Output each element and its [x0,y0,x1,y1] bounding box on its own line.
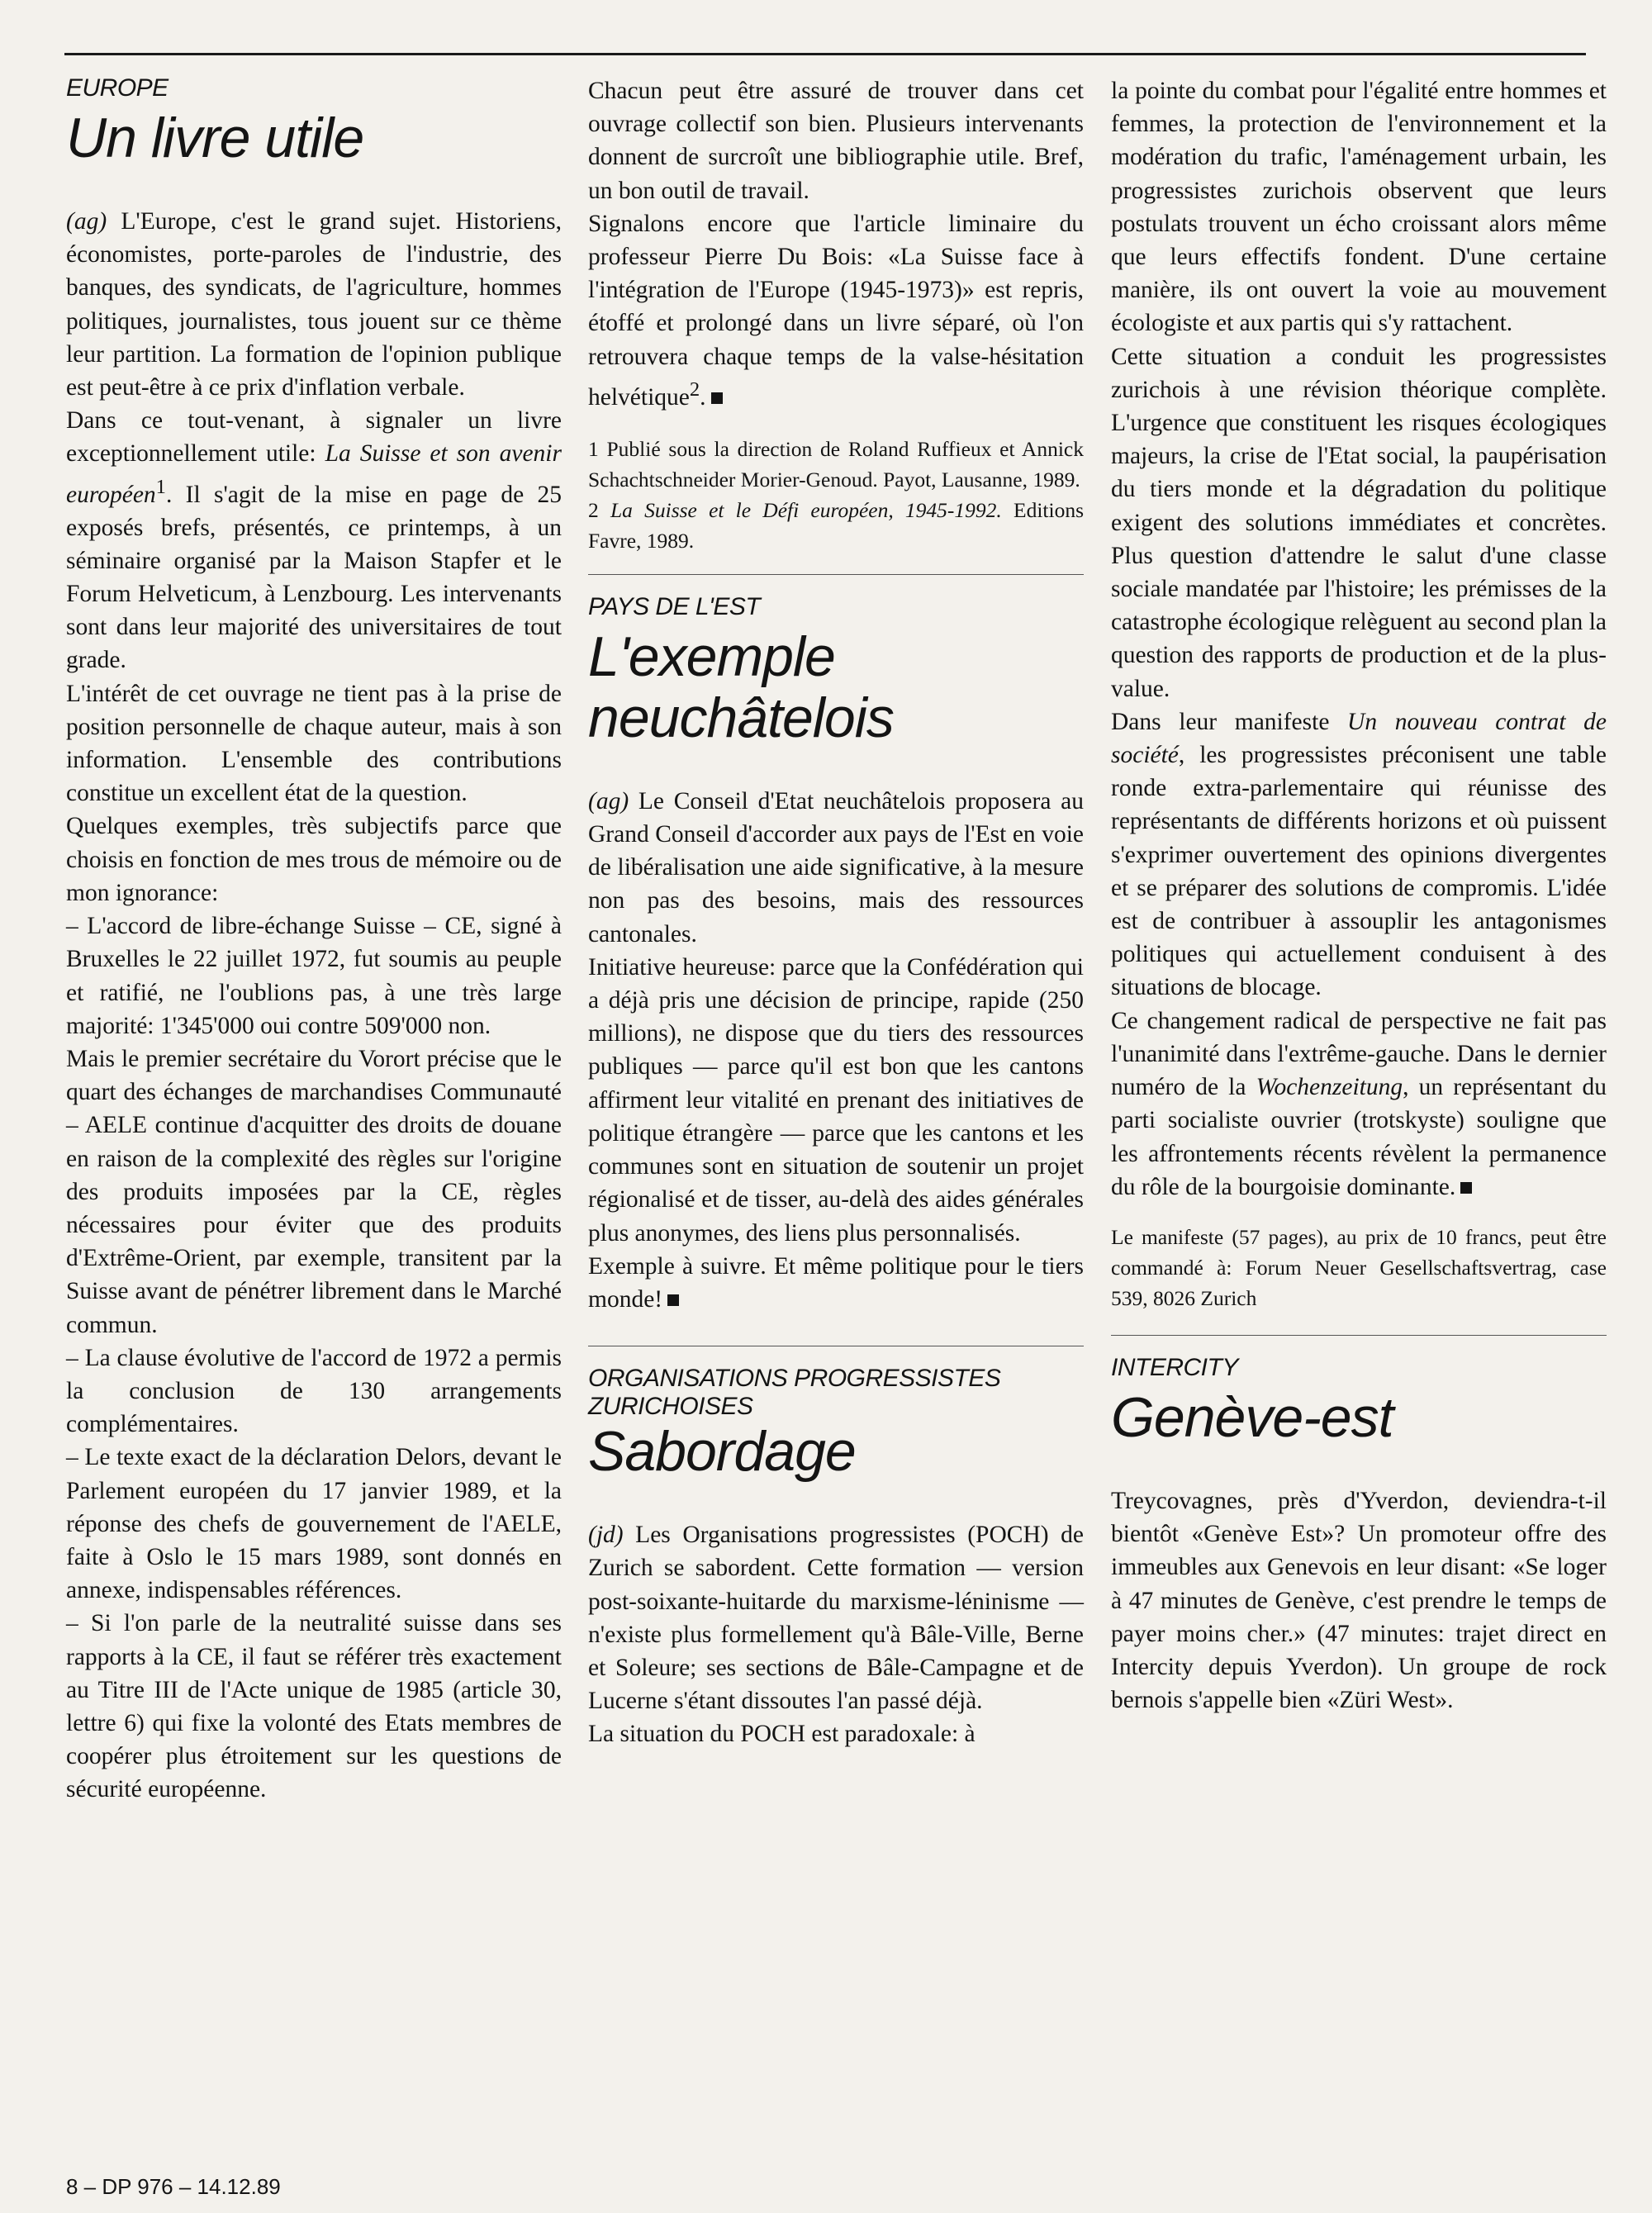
footnote-2: 2 La Suisse et le Défi européen, 1945-1992. Editions Favre, 1989. [588,497,1084,553]
footnote-1: 1 Publié sous la direction de Roland Ruffieux et Annick Schachtschneider Morier-Genoud. Payot, Lausanne, 1989. [588,436,1084,492]
footnote-ref: 1 [155,475,166,498]
column-3 [1111,74,1607,1717]
end-mark-icon [667,1294,679,1306]
paragraph: (jd) Les Organisations progressistes (POCH) de Zurich se sabordent. Cette formation — version post-soixante-huitarde du marxisme-léninisme — n'existe plus formellement qu'à Bâle-Ville, Berne et Soleure; ses sections de Bâle-Campagne et de Lucerne s'étant dissoutes l'an passé déjà. [588,1522,1084,1715]
headline-poch: Sabordage [588,1420,856,1484]
kicker-intercity: INTERCITY [1111,1353,1238,1381]
paragraph: La situation du POCH est paradoxale: à [588,1721,976,1748]
paragraph: (ag) L'Europe, c'est le grand sujet. Historiens, économistes, porte-paroles de l'industrie, des banques, des syndicats, de l'agriculture, hommes politiques, journalistes, tous jouent sur ce thème leur partition. La formation de l'opinion publique est peut-être à ce prix d'inflation verbale. [66,208,562,401]
info-text: Le manifeste (57 pages), au prix de 10 francs, peut être commandé à: Forum Neuer Gesellschaftsvertrag, case 539, 8026 Zurich [1111,1224,1607,1310]
paragraph: Quelques exemples, très subjectifs parce que choisis en fonction de mes trous de mémoire ou de mon ignorance: [66,813,562,906]
paragraph: Initiative heureuse: parce que la Confédération qui a déjà pris une décision de principe, rapide (250 millions), ne dispose que du tiers des ressources publiques — parce qu'il est bon que les cantons affirment leur vitalité en prenant des initiatives de politique étrangère — parce que les cantons et les communes sont en situation de soutenir un projet régionalisé et de tisser, au-delà des aides générales plus anonymes, des liens plus personnalisés. [588,953,1084,1247]
manifesto-title: Un nouveau contrat de société [1111,708,1607,769]
paragraph: Cette situation a conduit les progressistes zurichois à une révision théorique complète. L'urgence que constituent les risques écologiques majeurs, la crise de l'Etat social, la paupérisation du tiers monde et la dégradation du politique exigent des solutions immédiates et concrètes. Plus question d'attendre le salut d'une classe sociale mandatée par l'histoire; les prémisses de la catastrophe écologique relèguent au second plan la question des rapports de production et de la plus-value. [1111,343,1607,702]
paragraph: Mais le premier secrétaire du Vorort précise que le quart des échanges de marchandises Communauté – AELE continue d'acquitter des droits de douane en raison de la complexité des règles sur l'origine des produits imposées par la CE, règles nécessaires pour éviter que des produits d'Extrême-Orient, par exemple, transitent par la Suisse avant de pénétrer librement dans le Marché commun. [66,1045,562,1338]
top-rule [64,53,1586,55]
column-2 [588,74,1084,1751]
divider [588,574,1084,575]
author-tag: (ag) [588,787,629,814]
paragraph: Treycovagnes, près d'Yverdon, deviendra-t-il bientôt «Genève Est»? Un promoteur offre des immeubles aux Genevois en leur disant: «Se loger à 47 minutes de Genève, c'est prendre le temps de payer moins cher.» (47 minutes: trajet direct en Intercity depuis Yverdon). Un groupe de rock bernois s'appelle bien «Züri West». [1111,1487,1607,1714]
headline-europe: Un livre utile [66,107,364,169]
end-mark-icon [1460,1182,1472,1194]
paragraph: – La clause évolutive de l'accord de 1972 a permis la conclusion de 130 arrangements complémentaires. [66,1344,562,1438]
info-box [1111,1222,1607,1313]
end-mark-icon [711,392,723,404]
paragraph: – L'accord de libre-échange Suisse – CE, signé à Bruxelles le 22 juillet 1972, fut soumis au peuple et ratifié, ne l'oublions pas, à une très large majorité: 1'345'000 oui contre 509'000 non. [66,913,562,1039]
paragraph: L'intérêt de cet ouvrage ne tient pas à la prise de position personnelle de chaque auteur, mais à son information. L'ensemble des contributions constitue un excellent état de la question. [66,680,562,807]
author-tag: (jd) [588,1522,624,1549]
paragraph: Chacun peut être assuré de trouver dans cet ouvrage collectif son bien. Plusieurs intervenants donnent de surcroît une bibliographie utile. Bref, un bon outil de travail. [588,78,1084,204]
kicker-europe: EUROPE [66,74,169,102]
footnotes [588,434,1084,556]
kicker-poch: ORGANISATIONS PROGRESSISTES ZURICHOISES [588,1365,1001,1421]
book-title: La Suisse et son avenir européen [66,440,562,508]
column-1 [66,74,562,1807]
divider [1111,1335,1607,1336]
paragraph: (ag) Le Conseil d'Etat neuchâtelois proposera au Grand Conseil d'accorder aux pays de l'Est en voie de libéralisation une aide significative, à la mesure non pas des besoins, mais des ressources cantonales. [588,787,1084,947]
newspaper-title: Wochenzeitung [1256,1074,1403,1101]
paragraph: Dans leur manifeste Un nouveau contrat de société, les progressistes préconisent une table ronde extra-parlementaire qui réunisse des représentants de différents horizons et où puissent s'exprimer ouvertement des opinions divergentes et se préparer des solutions de compromis. L'idée est de contribuer à assouplir les antagonismes politiques qui actuellement conduisent à des situations de blocage. [1111,708,1607,1001]
paragraph: la pointe du combat pour l'égalité entre hommes et femmes, la protection de l'environnement et la modération du trafic, l'aménagement urbain, les progressistes zurichois observent que leurs postulats trouvent un écho croissant alors même que leurs effectifs fondent. D'une certaine manière, ils ont ouvert la voie au mouvement écologiste et aux partis qui s'y rattachent. [1111,78,1607,337]
paragraph: Signalons encore que l'article liminaire du professeur Pierre Du Bois: «La Suisse face à l'intégration de l'Europe (1945-1973)» est repris, étoffé et prolongé dans un livre séparé, où l'on retrouvera chaque temps de la valse-hésitation helvétique$^2$. [588,210,1084,411]
paragraph: Ce changement radical de perspective ne fait pas l'unanimité dans l'extrême-gauche. Dans le dernier numéro de la Wochenzeitung, un représentant du parti socialiste ouvrier (trotskyste) souligne que les affrontements récents révèlent la permanence du rôle de la bourgoisie dominante. [1111,1007,1607,1200]
author-tag: (ag) [66,208,107,235]
paragraph: Dans ce tout-venant, à signaler un livre exceptionnellement utile: La Suisse et son avenir européen$^1$. Il s'agit de la mise en page de 25 exposés brefs, présentés, ce printemps, à un séminaire organisé par la Maison Stapfer et le Forum Helveticum, à Lenzbourg. Les intervenants sont dans leur majorité des universitaires de tout grade. [66,407,562,674]
page-footer: 8 – DP 976 – 14.12.89 [66,2174,281,2199]
headline-est: L'exemple neuchâtelois [588,624,894,749]
headline-intercity: Genève-est [1111,1385,1393,1449]
paragraph: Exemple à suivre. Et même politique pour le tiers monde! [588,1252,1084,1313]
kicker-est: PAYS DE L'EST [588,592,761,620]
footnote-ref: 2 [689,378,700,401]
paragraph: – Le texte exact de la déclaration Delors, devant le Parlement européen du 17 janvier 1989, et la réponse des chefs de gouvernement de l'AELE, faite à Oslo le 15 mars 1989, sont donnés en annexe, indispensables références. [66,1444,562,1604]
paragraph: – Si l'on parle de la neutralité suisse dans ses rapports à la CE, il faut se référer très exactement au Titre III de l'Acte unique de 1985 (article 30, lettre 6) qui fixe la volonté des Etats membres de coopérer plus étroitement sur les questions de sécurité européenne. [66,1610,562,1803]
